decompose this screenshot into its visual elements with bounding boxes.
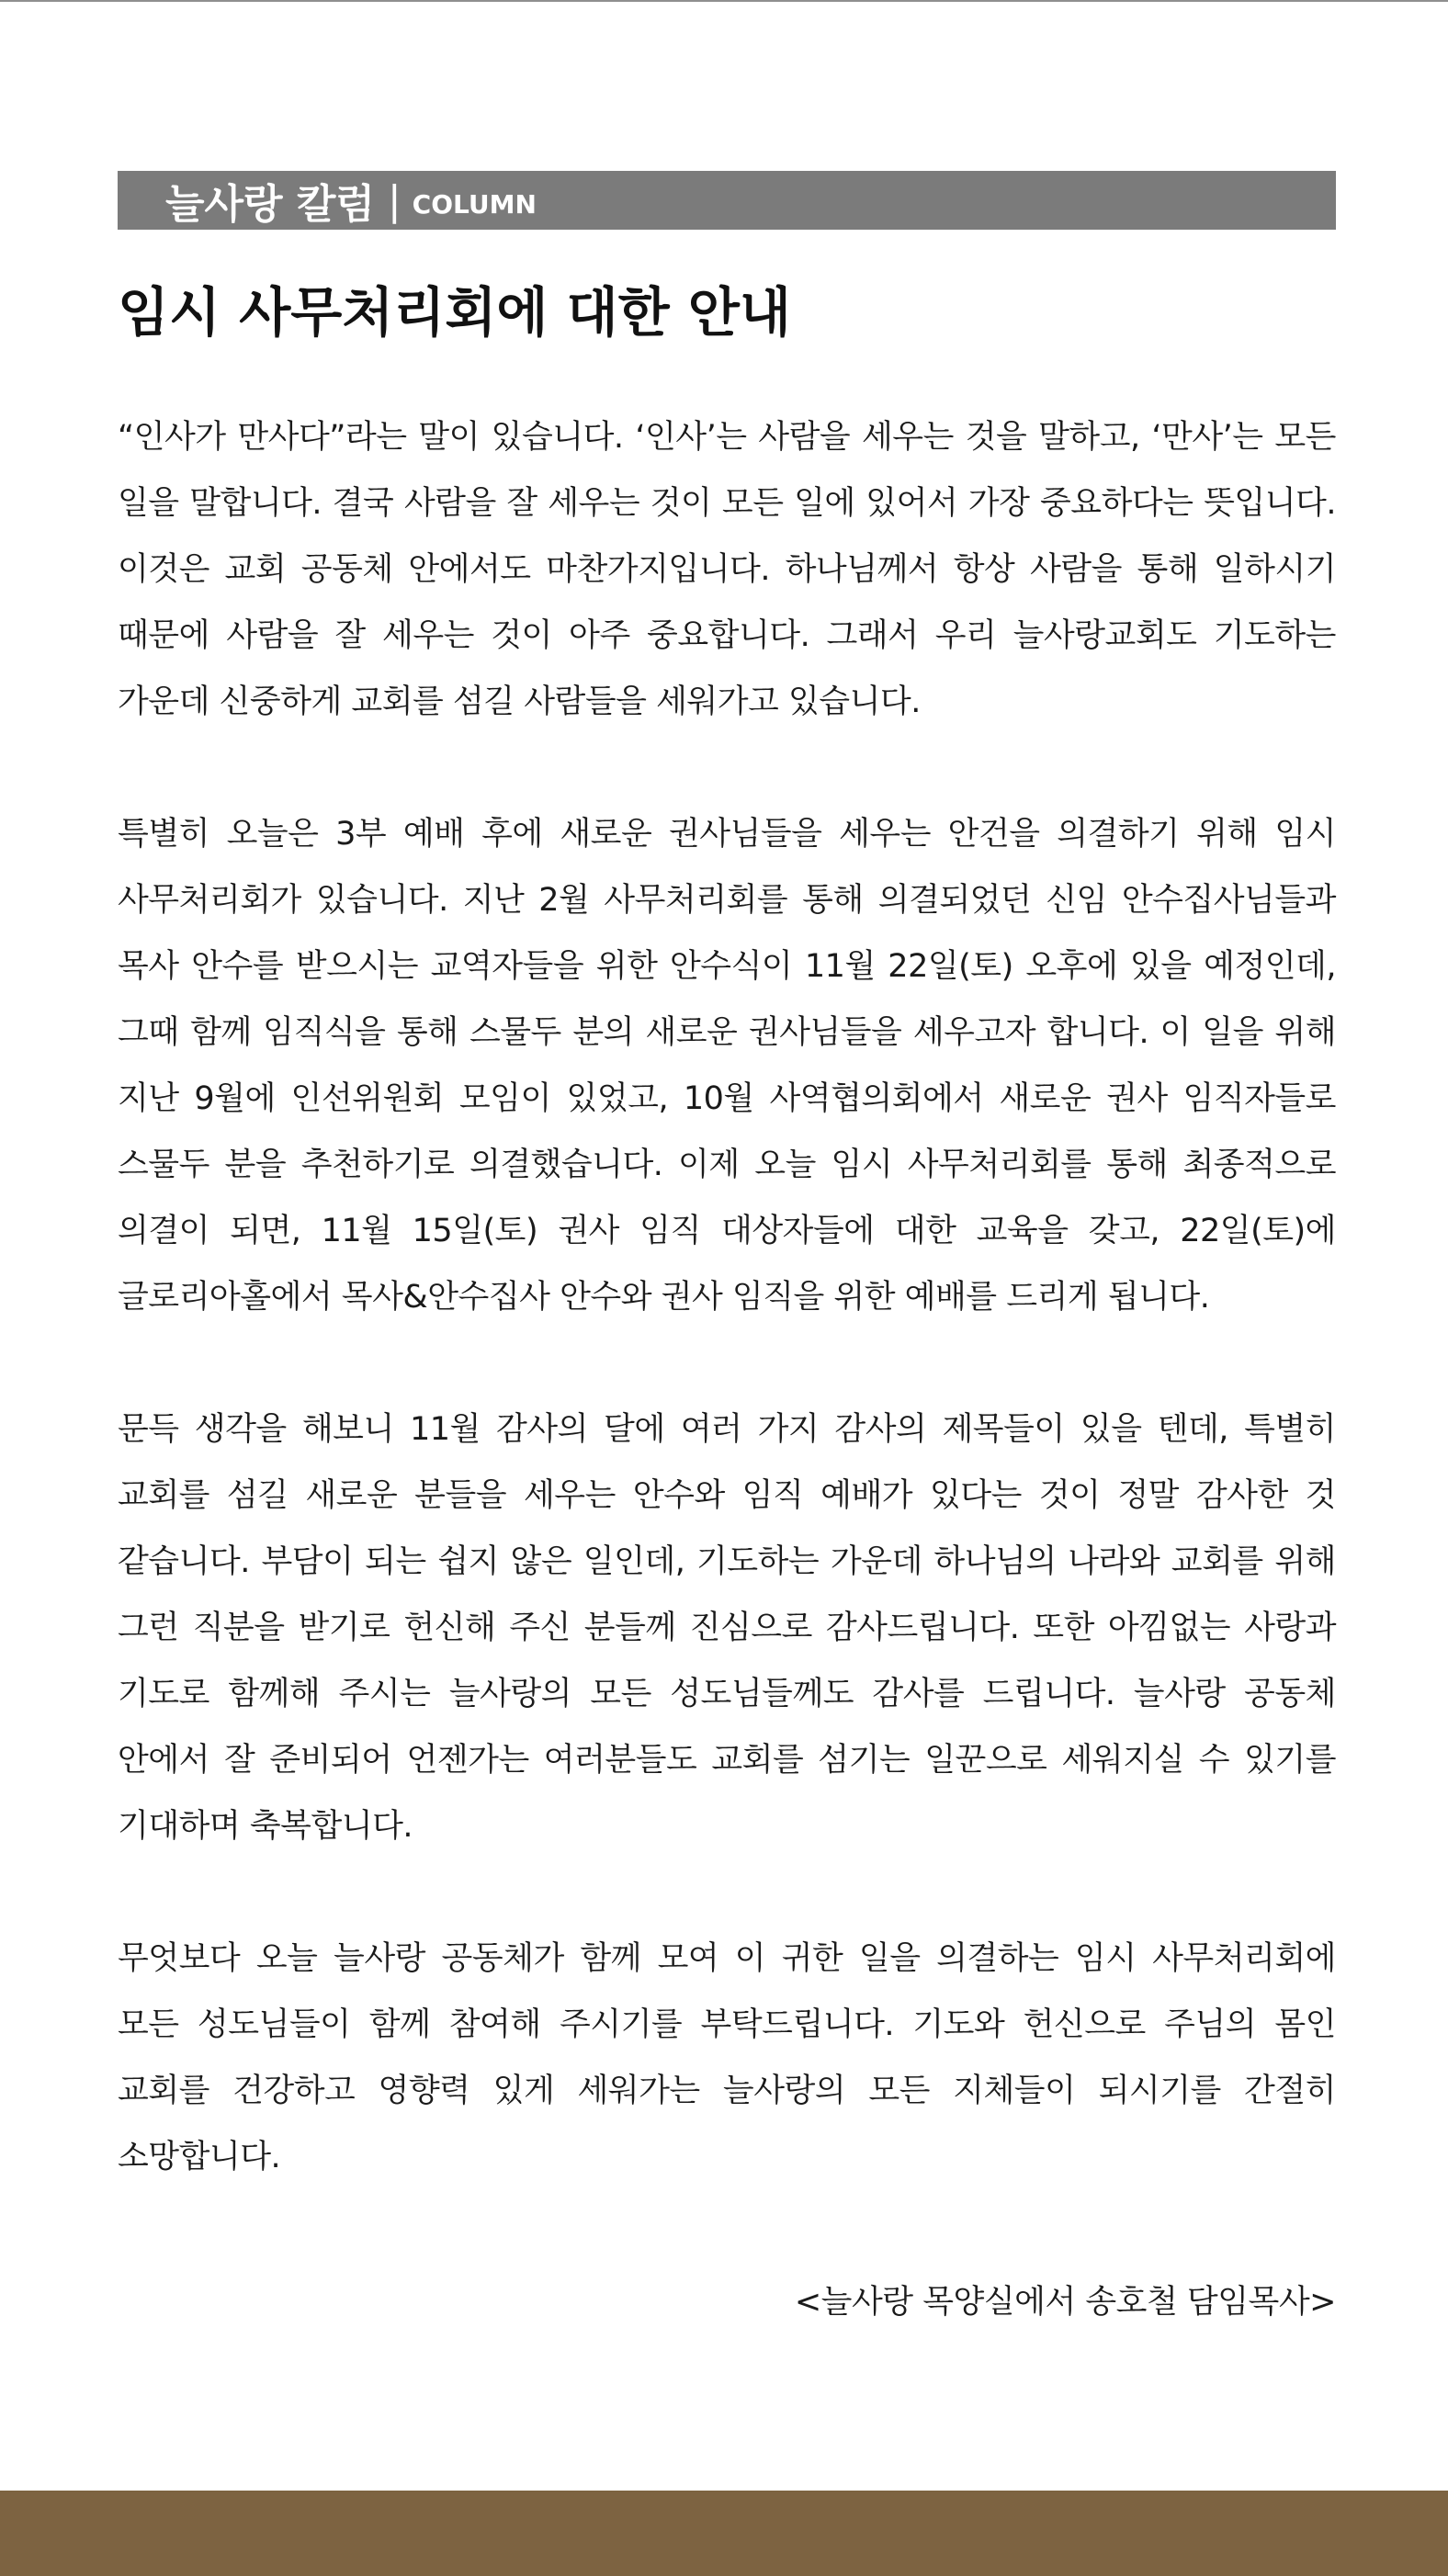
banner-subtitle: COLUMN (412, 188, 537, 220)
article-title: 임시 사무처리회에 대한 안내 (118, 281, 791, 344)
banner-separator: | (387, 176, 402, 224)
article-body (118, 404, 1336, 2256)
article-paragraph-1: “인사가 만사다”라는 말이 있습니다. ‘인사’는 사람을 세우는 것을 말하고, ‘만사’는 모든 일을 말합니다. 결국 사람을 잘 세우는 것이 모든 일에 있어서 가장 중요하다는 뜻입니다. 이것은 교회 공동체 안에서도 마찬가지입니다. 하나님께서 항상 사람을 통해 일하시기 때문에 사람을 잘 세우는 것이 아주 중요합니다. 그래서 우리 늘사랑교회도 기도하는 가운데 신중하게 교회를 섬길 사람들을 세워가고 있습니다. (118, 419, 1336, 720)
author-signature: <늘사랑 목양실에서 송호철 담임목사> (794, 2284, 1336, 2321)
footer-color-band (0, 2491, 1448, 2576)
article-paragraph-3: 문득 생각을 해보니 11월 감사의 달에 여러 가지 감사의 제목들이 있을 텐데, 특별히 교회를 섬길 새로운 분들을 세우는 안수와 임직 예배가 있다는 것이 정말 감사한 것 같습니다. 부담이 되는 쉽지 않은 일인데, 기도하는 가운데 하나님의 나라와 교회를 위해 그런 직분을 받기로 헌신해 주신 분들께 진심으로 감사드립니다. 또한 아낌없는 사랑과 기도로 함께해 주시는 늘사랑의 모든 성도님들께도 감사를 드립니다. 늘사랑 공동체 안에서 잘 준비되어 언젠가는 여러분들도 교회를 섬기는 일꾼으로 세워지실 수 있기를 기대하며 축복합니다. (118, 1411, 1336, 1845)
banner-title: 늘사랑 칼럼 (165, 181, 375, 228)
article-paragraph-4: 무엇보다 오늘 늘사랑 공동체가 함께 모여 이 귀한 일을 의결하는 임시 사무처리회에 모든 성도님들이 함께 참여해 주시기를 부탁드립니다. 기도와 헌신으로 주님의 몸인 교회를 건강하고 영향력 있게 세워가는 늘사랑의 모든 지체들이 되시기를 간절히 소망합니다. (118, 1940, 1336, 2175)
article-paragraph-2: 특별히 오늘은 3부 예배 후에 새로운 권사님들을 세우는 안건을 의결하기 위해 임시 사무처리회가 있습니다. 지난 2월 사무처리회를 통해 의결되었던 신임 안수집사님들과 목사 안수를 받으시는 교역자들을 위한 안수식이 11월 22일(토) 오후에 있을 예정인데, 그때 함께 임직식을 통해 스물두 분의 새로운 권사님들을 세우고자 합니다. 이 일을 위해 지난 9월에 인선위원회 모임이 있었고, 10월 사역협의회에서 새로운 권사 임직자들로 스물두 분을 추천하기로 의결했습니다. 이제 오늘 임시 사무처리회를 통해 최종적으로 의결이 되면, 11월 15일(토) 권사 임직 대상자들에 대한 교육을 갖고, 22일(토)에 글로리아홀에서 목사&안수집사 안수와 권사 임직을 위한 예배를 드리게 됩니다. (118, 816, 1336, 1316)
top-divider (0, 0, 1448, 2)
column-header-banner (118, 171, 1336, 230)
